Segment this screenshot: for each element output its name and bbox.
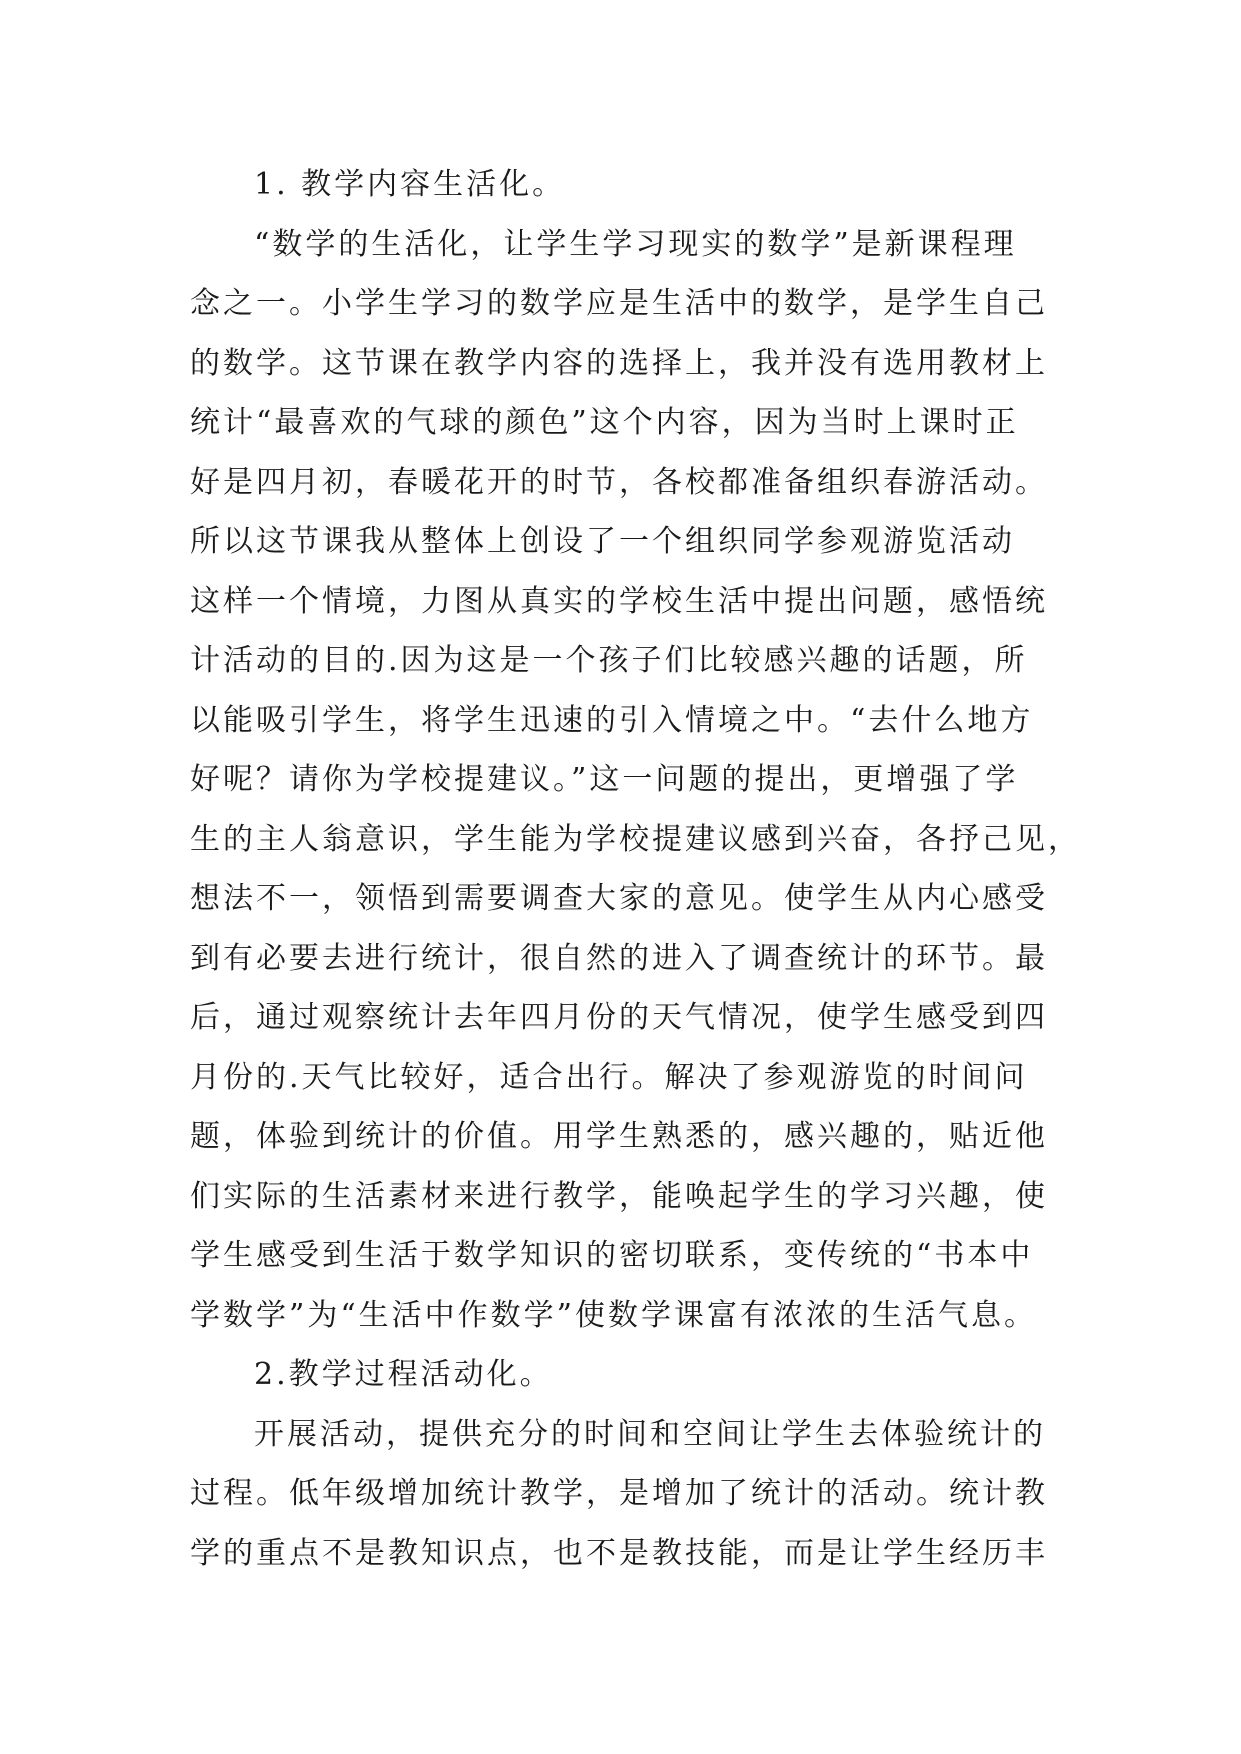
text-line: 到有必要去进行统计，很自然的进入了调查统计的环节。最 — [190, 940, 1048, 976]
text-line: 所以这节课我从整体上创设了一个组织同学参观游览活动 — [190, 524, 1015, 559]
text-line: 念之一。小学生学习的数学应是生活中的数学，是学生自己 — [190, 286, 1048, 321]
text-line: 2.教学过程活动化。 — [254, 1357, 553, 1392]
text-line: 过程。低年级增加统计教学，是增加了统计的活动。统计教 — [190, 1476, 1048, 1511]
text-line: 计活动的目的.因为这是一个孩子们比较感兴趣的话题，所 — [190, 643, 1028, 678]
text-line: 好是四月初，春暖花开的时节，各校都准备组织春游活动。 — [190, 464, 1048, 500]
text-line: 想法不一，领悟到需要调查大家的意见。使学生从内心感受 — [190, 881, 1048, 916]
text-line: 好呢？请你为学校提建议。”这一问题的提出，更增强了学 — [190, 762, 1019, 797]
text-line: 开展活动，提供充分的时间和空间让学生去体验统计的 — [254, 1416, 1046, 1452]
text-line: 的数学。这节课在教学内容的选择上，我并没有选用教材上 — [190, 345, 1048, 381]
text-line: 学数学”为“生活中作数学”使数学课富有浓浓的生活气息。 — [190, 1297, 1038, 1333]
text-line: 后，通过观察统计去年四月份的天气情况，使学生感受到四 — [190, 1000, 1048, 1035]
body-text — [190, 155, 1081, 1583]
text-line: 月份的.天气比较好，适合出行。解决了参观游览的时间问 — [190, 1059, 1028, 1095]
text-line: 统计“最喜欢的气球的颜色”这个内容，因为当时上课时正 — [190, 405, 1019, 440]
text-line: 们实际的生活素材来进行教学，能唤起学生的学习兴趣，使 — [190, 1178, 1048, 1214]
text-line: 以能吸引学生，将学生迅速的引入情境之中。“去什么地方 — [190, 702, 1034, 738]
text-line: 1. 教学内容生活化。 — [254, 167, 566, 202]
text-line: 题，体验到统计的价值。用学生熟悉的，感兴趣的，贴近他 — [190, 1119, 1048, 1154]
text-line: 学生感受到生活于数学知识的密切联系，变传统的“书本中 — [190, 1238, 1034, 1273]
text-line: “数学的生活化，让学生学习现实的数学”是新课程理 — [254, 226, 1017, 262]
text-line: 生的主人翁意识，学生能为学校提建议感到兴奋，各抒己见， — [190, 821, 1081, 857]
text-line: 学的重点不是教知识点，也不是教技能，而是让学生经历丰 — [190, 1535, 1048, 1571]
text-line: 这样一个情境，力图从真实的学校生活中提出问题，感悟统 — [190, 583, 1048, 619]
